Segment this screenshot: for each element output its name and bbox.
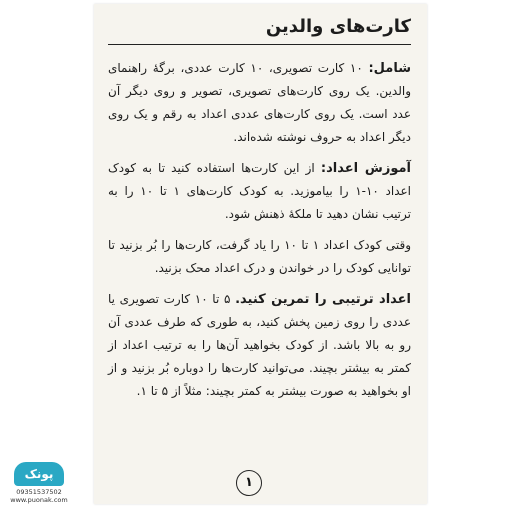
page-content <box>108 14 411 403</box>
paragraph-heading: شامل: <box>368 61 411 76</box>
logo-site: www.puonak.com <box>10 496 68 504</box>
paragraph-text: ۵ تا ۱۰ کارت تصویری یا عددی را روی زمین پخش کنید، به طوری که طرف عددی آن رو به بالا باشد. از کودک بخواهید آن‌ها را به ترتیب اعداد از کمتر به بیشتر بچیند. می‌توانید کارت‌ها را دوباره بُر بزنید و از او بخواهید به صورت بیشتر به کمتر بچیند: مثلاً از ۵ تا ۱. <box>108 292 411 398</box>
logo-mark: پونک <box>14 462 64 486</box>
parent-guide-page <box>94 4 427 504</box>
store-logo <box>8 462 70 506</box>
paragraph-contents <box>108 57 411 149</box>
paragraph-teaching-numbers <box>108 157 411 226</box>
paragraph-heading: آموزش اعداد: <box>320 161 411 176</box>
logo-contact <box>8 488 70 504</box>
paragraph-text: وقتی کودک اعداد ۱ تا ۱۰ را یاد گرفت، کارت‌ها را بُر بزنید تا توانایی کودک را در خواندن و درک اعداد محک بزنید. <box>108 238 411 275</box>
page-title: کارت‌های والدین <box>108 14 411 45</box>
paragraph-text: از این کارت‌ها استفاده کنید تا به کودک اعداد ۱۰-۱ را بیاموزید. به کودک کارت‌های ۱ تا ۱۰ را به ترتیب نشان دهید تا ملکهٔ ذهنش شود. <box>108 161 412 221</box>
paragraph-shuffle <box>108 234 411 280</box>
page-number-badge: ۱ <box>236 470 262 496</box>
paragraph-ordinal-numbers <box>108 288 411 403</box>
paragraph-heading: اعداد ترتیبی را تمرین کنید. <box>235 292 411 307</box>
logo-phone: 09351537502 <box>16 488 62 496</box>
paragraph-text: ۱۰ کارت تصویری، ۱۰ کارت عددی، برگهٔ راهنمای والدین. یک روی کارت‌های تصویری، تصویر و روی دیگر آن عدد است. یک روی کارت‌های عددی اعداد به رقم و یک روی دیگر اعداد به حروف نوشته شده‌اند. <box>108 61 411 144</box>
